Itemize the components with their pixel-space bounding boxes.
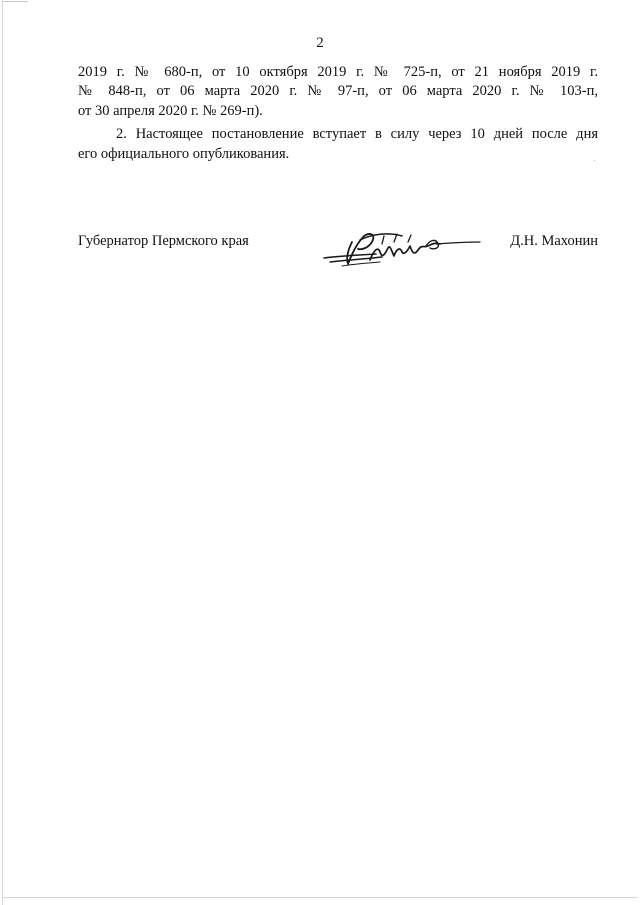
- scan-speck: [594, 160, 595, 161]
- scan-top-mark: [2, 1, 28, 2]
- paragraph-2-line-2: его официального опубликования.: [78, 145, 290, 162]
- scan-left-edge: [2, 0, 3, 905]
- continuation-line-2: № 848-п, от 06 марта 2020 г. № 97-п, от 06 марта 2020 г. № 103-п,: [78, 83, 598, 100]
- handwritten-signature: [318, 222, 484, 270]
- signatory-name: Д.Н. Махонин: [510, 233, 598, 249]
- page-number: 2: [316, 35, 324, 51]
- scan-bottom-edge: [2, 897, 638, 898]
- paragraph-2-line-1: 2. Настоящее постановление вступает в силу через 10 дней после дня: [116, 126, 598, 143]
- document-body: [78, 63, 598, 164]
- continuation-line-3: от 30 апреля 2020 г. № 269-п).: [78, 102, 263, 119]
- signatory-position: Губернатор Пермского края: [78, 233, 249, 249]
- continuation-line-1: 2019 г. № 680-п, от 10 октября 2019 г. № 725-п, от 21 ноября 2019 г.: [78, 64, 598, 80]
